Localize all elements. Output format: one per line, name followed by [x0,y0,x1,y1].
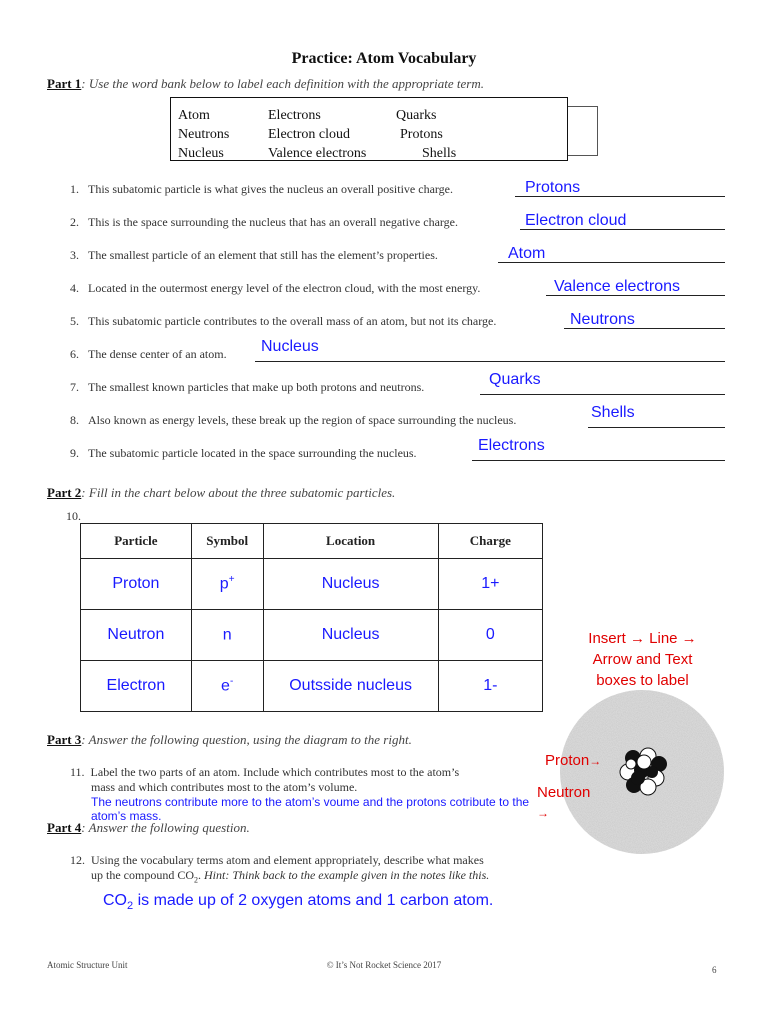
location-cell[interactable]: Nucleus [263,610,438,661]
question-text: 8. Also known as energy levels, these break up the region of space surrounding the nucleus. [70,413,517,427]
question-text: 9. The subatomic particle located in the space surrounding the nucleus. [70,446,417,460]
symbol-charge-mark: + [228,574,235,586]
question-text: 1. This subatomic particle is what gives the nucleus an overall positive charge. [70,182,454,196]
particle-cell[interactable]: Neutron [81,610,192,661]
charge-cell[interactable]: 0 [438,610,542,661]
part4-label: Part 4 [47,820,82,835]
header-particle: Particle [81,524,192,559]
footer-copyright: © It’s Not Rocket Science 2017 [326,960,442,970]
insert-note [560,628,725,691]
word-bank [170,97,568,161]
atom-diagram [560,690,725,855]
page-title: Practice: Atom Vocabulary [291,50,477,67]
insert-note-line: Arrow and Text [592,651,693,668]
word-bank-term: Quarks [396,108,437,123]
symbol-letter: e [221,677,230,695]
table-row [81,661,543,712]
subscript: 2 [127,900,134,913]
word-bank-term: Nucleus [178,146,224,161]
question-part: . [198,868,204,882]
part3-answer[interactable]: The neutrons contribute more to the atom’s voume and the protons cotribute to the atom’s mass. [91,795,530,823]
question-text: 4. Located in the outermost energy level of the electron cloud, with the most energy. [70,281,481,295]
answer-field[interactable]: Protons [525,179,581,196]
answer-field[interactable]: Atom [508,245,546,262]
particle-cell[interactable]: Proton [81,559,192,610]
part2-instruction: : Fill in the chart below about the three subatomic particles. [81,485,396,500]
page-number: 6 [712,965,717,975]
neutron-label-text: Neutron [537,784,591,801]
part3-heading [47,732,412,748]
word-bank-term: Electrons [268,108,321,123]
table-row [81,559,543,610]
proton-label-text: Proton [545,752,590,769]
header-symbol: Symbol [191,524,263,559]
answer-field[interactable]: Nucleus [261,338,319,355]
answer-field[interactable]: Quarks [489,371,541,388]
location-cell[interactable]: Nucleus [263,559,438,610]
neutron-label[interactable] [537,783,607,823]
symbol-letter: n [222,626,232,644]
question-text: 7. The smallest known particles that make up both protons and neutrons. [70,380,425,394]
arrow-icon: → [589,754,602,768]
proton-label[interactable] [545,752,601,769]
answer-field[interactable]: Valence electrons [554,278,680,295]
question-text: 11. Label the two parts of an atom. Include which contributes most to the atom’s [70,765,460,779]
chart-header-row [81,524,543,559]
insert-note-line: boxes to label [596,672,689,689]
part2-label: Part 2 [47,485,82,500]
answer-field[interactable]: Electron cloud [525,212,627,229]
subscript: 2 [194,875,198,885]
symbol-letter: p [219,575,229,593]
question-text [91,868,489,884]
question-text: 3. The smallest particle of an element that still has the element’s properties. [70,248,438,262]
word-bank-term: Electron cloud [268,127,351,142]
word-bank-shadow [568,106,598,156]
particle-cell[interactable]: Electron [81,661,192,712]
symbol-cell[interactable] [191,559,263,610]
location-cell[interactable]: Outsside nucleus [263,661,438,712]
symbol-charge-mark: - [229,676,234,688]
question-text: 5. This subatomic particle contributes to the overall mass of an atom, but not its charge. [70,314,497,328]
particle-chart [80,523,543,712]
word-bank-term: Neutrons [178,127,230,142]
question-text: 2. This is the space surrounding the nucleus that has an overall negative charge. [70,215,458,229]
part4-instruction: : Answer the following question. [81,820,250,835]
part4-answer[interactable] [103,892,493,912]
word-bank-term: Atom [178,108,210,123]
answer-part: CO [103,892,127,909]
answer-line [255,361,725,362]
footer-unit: Atomic Structure Unit [47,960,128,970]
header-charge: Charge [438,524,542,559]
answer-field[interactable]: Electrons [478,437,545,454]
part1-instruction: : Use the word bank below to label each definition with the appropriate term. [81,76,485,91]
word-bank-term: Shells [422,146,457,161]
arrow-icon: → [537,806,549,820]
answer-field[interactable]: Shells [591,404,635,421]
table-row [81,610,543,661]
part3-label: Part 3 [47,732,82,747]
symbol-cell[interactable] [191,610,263,661]
symbol-cell[interactable] [191,661,263,712]
question-number: 10. [66,509,81,523]
word-bank-term: Valence electrons [268,146,367,161]
question-hint: Hint: Think back to the example given in the notes like this. [204,868,490,882]
part4-heading [47,820,250,836]
question-part: up the compound CO [91,868,194,882]
answer-part: is made up of 2 oxygen atoms and 1 carbon atom. [133,892,494,909]
question-text: 12. Using the vocabulary terms atom and element appropriately, describe what makes [70,853,484,867]
answer-line [588,427,725,428]
word-bank-term: Protons [400,127,443,142]
answer-line [480,394,725,395]
part1-label: Part 1 [47,76,82,91]
part1-heading [47,76,484,92]
answer-line [472,460,725,461]
part2-heading [47,485,395,501]
header-location: Location [263,524,438,559]
question-text: 6. The dense center of an atom. [70,347,227,361]
question-text: mass and which contributes most to the atom’s volume. [91,780,358,794]
charge-cell[interactable]: 1- [438,661,542,712]
part3-instruction: : Answer the following question, using the diagram to the right. [81,732,412,747]
answer-field[interactable]: Neutrons [570,311,635,328]
insert-note-line: Insert → Line → [588,630,697,647]
charge-cell[interactable]: 1+ [438,559,542,610]
